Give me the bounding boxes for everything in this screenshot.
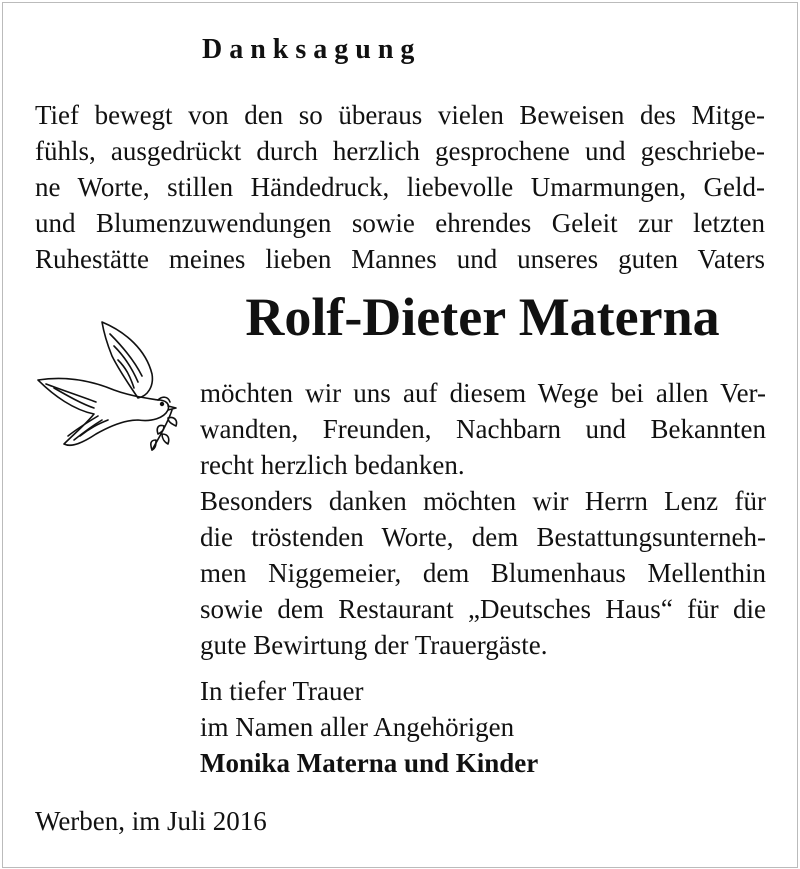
thanks-line: sowie dem Restaurant „Deutsches Haus“ für die (200, 594, 766, 624)
thanks-line: recht herzlich bedanken. (200, 450, 465, 480)
mourning-line: In tiefer Trauer (200, 676, 364, 706)
thanks-line: wandten, Freunden, Nachbarn und Bekannten (200, 414, 766, 444)
thanks-line: gute Bewirtung der Trauergäste. (200, 630, 548, 660)
place-date: Werben, im Juli 2016 (35, 806, 267, 836)
thanks-line: die tröstenden Worte, dem Bestattungsunterneh- (200, 522, 766, 552)
heading: Danksagung (202, 34, 422, 65)
deceased-name: Rolf-Dieter Materna (245, 287, 720, 347)
thanks-line: men Niggemeier, dem Blumenhaus Mellenthin (200, 558, 766, 588)
intro-line: ne Worte, stillen Händedruck, liebevolle Umarmungen, Geld- (35, 172, 765, 202)
intro-line: und Blumenzuwendungen sowie ehrendes Geleit zur letzten (35, 208, 765, 238)
dove-with-olive-branch-icon (34, 316, 194, 454)
intro-line: Ruhestätte meines lieben Mannes und unseres guten Vaters (35, 244, 765, 274)
thanks-line: möchten wir uns auf diesem Wege bei allen Ver- (200, 378, 766, 408)
intro-line: Tief bewegt von den so überaus vielen Beweisen des Mitge- (35, 100, 765, 130)
signature: Monika Materna und Kinder (200, 748, 539, 778)
thanks-line: Besonders danken möchten wir Herrn Lenz für (200, 486, 766, 516)
intro-line: fühls, ausgedrückt durch herzlich gesprochene und geschriebe- (35, 136, 765, 166)
mourning-line: im Namen aller Angehörigen (200, 712, 515, 742)
